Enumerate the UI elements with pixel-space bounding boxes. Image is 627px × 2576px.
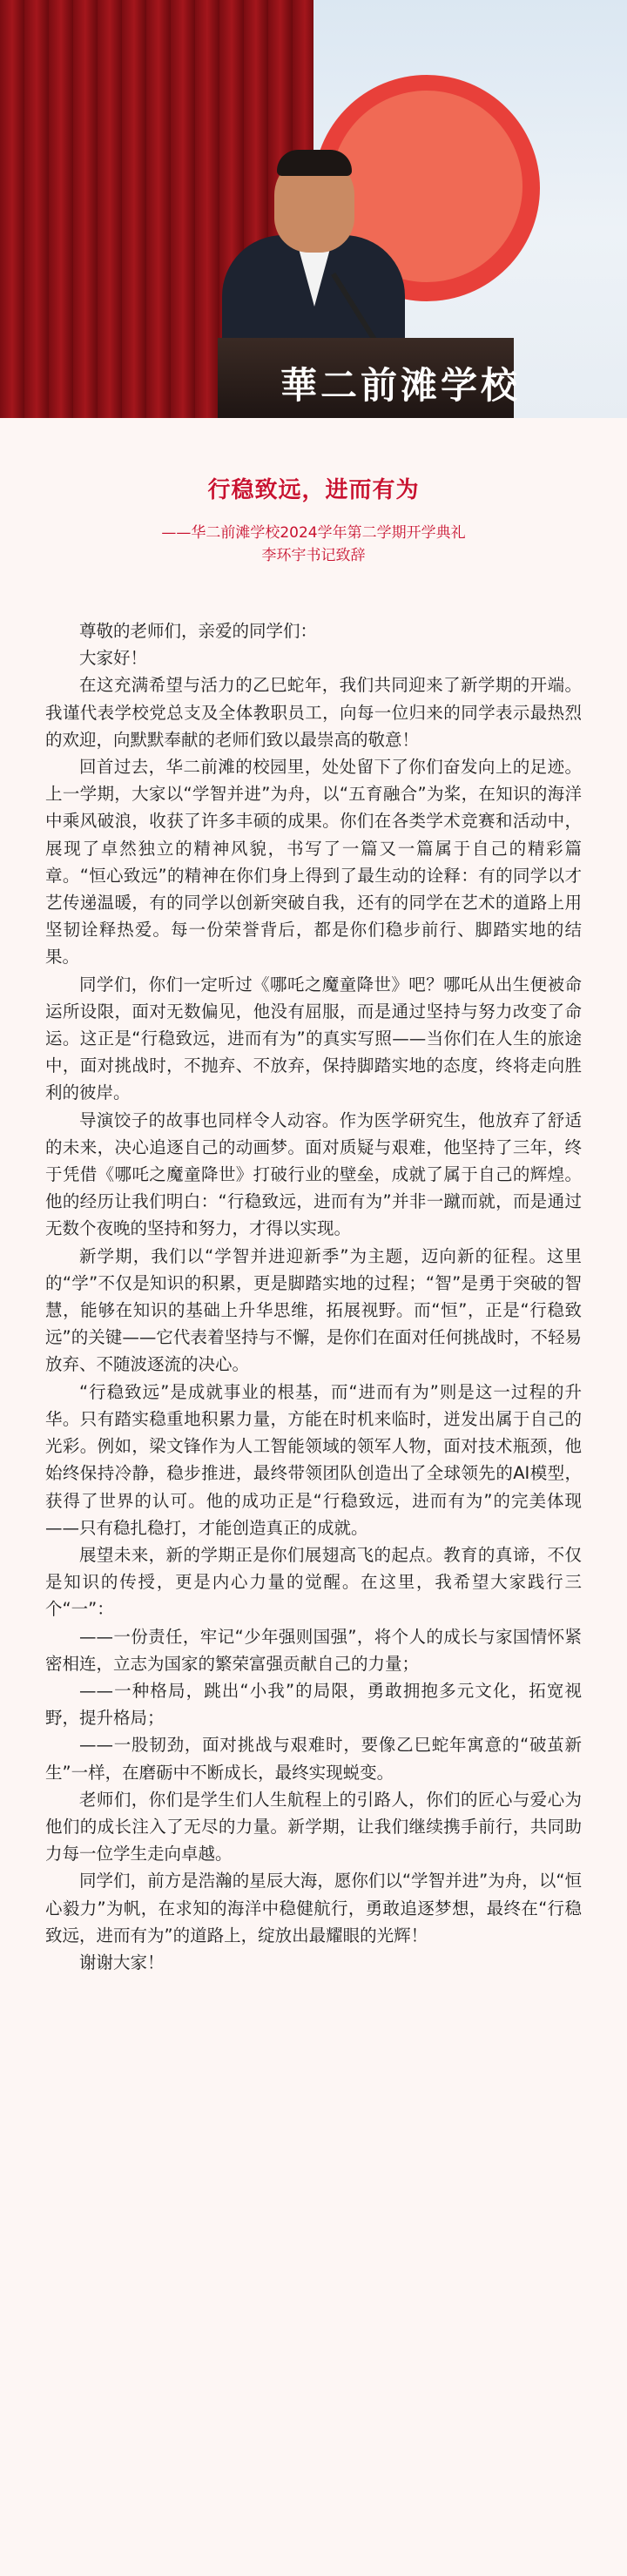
speech-paragraph: “行稳致远”是成就事业的根基，而“进而有为”则是这一过程的升华。只有踏实稳重地积累力量，方能在时机来临时，迸发出属于自己的光彩。例如，梁文锋作为人工智能领域的领军人物，面对技术瓶颈，他始终保持冷静，稳步推进，最终带领团队创造出了全球领先的AI模型，获得了世界的认可。他的成功正是“行稳致远，进而有为”的完美体现——只有稳扎稳打，才能创造真正的成就。 — [45, 1381, 582, 1538]
speech-paragraph: 展望未来，新的学期正是你们展翅高飞的起点。教育的真谛，不仅是知识的传授，更是内心力量的觉醒。在这里，我希望大家践行三个“一”： — [45, 1544, 582, 1620]
article-title: 行稳致远，进而有为 — [207, 477, 420, 503]
speech-paragraph: 同学们，前方是浩瀚的星辰大海，愿你们以“学智并进”为舟，以“恒心毅力”为帆，在求知的海洋中稳健航行，勇敢追逐梦想，最终在“行稳致远，进而有为”的道路上，绽放出最耀眼的光辉！ — [45, 1871, 582, 1945]
speech-paragraph: 谢谢大家！ — [79, 1952, 165, 1972]
speech-paragraph: 回首过去，华二前滩的校园里，处处留下了你们奋发向上的足迹。上一学期，大家以“学智并进”为舟，以“五育融合”为桨，在知识的海洋中乘风破浪，收获了许多丰硕的成果。你们在各类学术竞赛和活动中，展现了卓然独立的精神风貌，书写了一篇又一篇属于自己的精彩篇章。“恒心致远”的精神在你们身上得到了最生动的诠释：有的同学以才艺传递温暖，有的同学以创新突破自我，还有的同学在艺术的道路上用坚韧诠释热爱。每一份荣誉背后，都是你们稳步前行、脚踏实地的结果。 — [45, 757, 582, 968]
speech-body — [45, 617, 582, 1976]
speech-paragraph: ——一份责任，牢记“少年强则国强”，将个人的成长与家国情怀紧密相连，立志为国家的繁荣富强贡献自己的力量； — [45, 1626, 582, 1674]
article-speaker: 李环宇书记致辞 — [261, 547, 366, 564]
speech-paragraph: ——一股韧劲，面对挑战与艰难时，要像乙巳蛇年寓意的“破茧新生”一样，在磨砺中不断成长，最终实现蜕变。 — [45, 1735, 582, 1783]
speech-paragraph: 尊敬的老师们，亲爱的同学们： — [79, 621, 318, 641]
speech-paragraph: 同学们，你们一定听过《哪吒之魔童降世》吧？哪吒从出生便被命运所设限，面对无数偏见，他没有屈服，而是通过坚持与努力改变了命运。这正是“行稳致远，进而有为”的真实写照——当你们在人生的旅途中，面对挑战时，不抛弃、不放弃，保持脚踏实地的态度，终将走向胜利的彼岸。 — [45, 974, 582, 1103]
speech-paragraph: 老师们，你们是学生们人生航程上的引路人，你们的匠心与爱心为他们的成长注入了无尽的力量。新学期，让我们继续携手前行，共同助力每一位学生走向卓越。 — [45, 1789, 582, 1865]
podium-school-name: 華二前滩学校 — [280, 364, 522, 407]
article-subtitle: ——华二前滩学校2024学年第二学期开学典礼 — [161, 524, 466, 542]
speaker-hair — [277, 150, 352, 176]
speech-paragraph: 在这充满希望与活力的乙巳蛇年，我们共同迎来了新学期的开端。我谨代表学校党总支及全体教职员工，向每一位归来的同学表示最热烈的欢迎，向默默奉献的老师们致以最崇高的敬意！ — [45, 675, 582, 750]
header-photo — [0, 0, 627, 418]
speech-paragraph: 新学期，我们以“学智并进迎新季”为主题，迈向新的征程。这里的“学”不仅是知识的积累，更是脚踏实地的过程；“智”是勇于突破的智慧，能够在知识的基础上升华思维，拓展视野。而“恒”，正是“行稳致远”的关键——它代表着坚持与不懈，是你们在面对任何挑战时，不轻易放弃、不随波逐流的决心。 — [45, 1245, 582, 1375]
speech-paragraph: ——一种格局，跳出“小我”的局限，勇敢拥抱多元文化，拓宽视野，提升格局； — [45, 1680, 582, 1729]
speech-paragraph: 导演饺子的故事也同样令人动容。作为医学研究生，他放弃了舒适的未来，决心追逐自己的动画梦。面对质疑与艰难，他坚持了三年，终于凭借《哪吒之魔童降世》打破行业的壁垒，成就了属于自己的辉煌。他的经历让我们明白：“行稳致远，进而有为”并非一蹴而就，而是通过无数个夜晚的坚持和努力，才得以实现。 — [45, 1109, 582, 1239]
article-header — [0, 472, 627, 567]
speech-paragraph: 大家好！ — [79, 648, 148, 669]
